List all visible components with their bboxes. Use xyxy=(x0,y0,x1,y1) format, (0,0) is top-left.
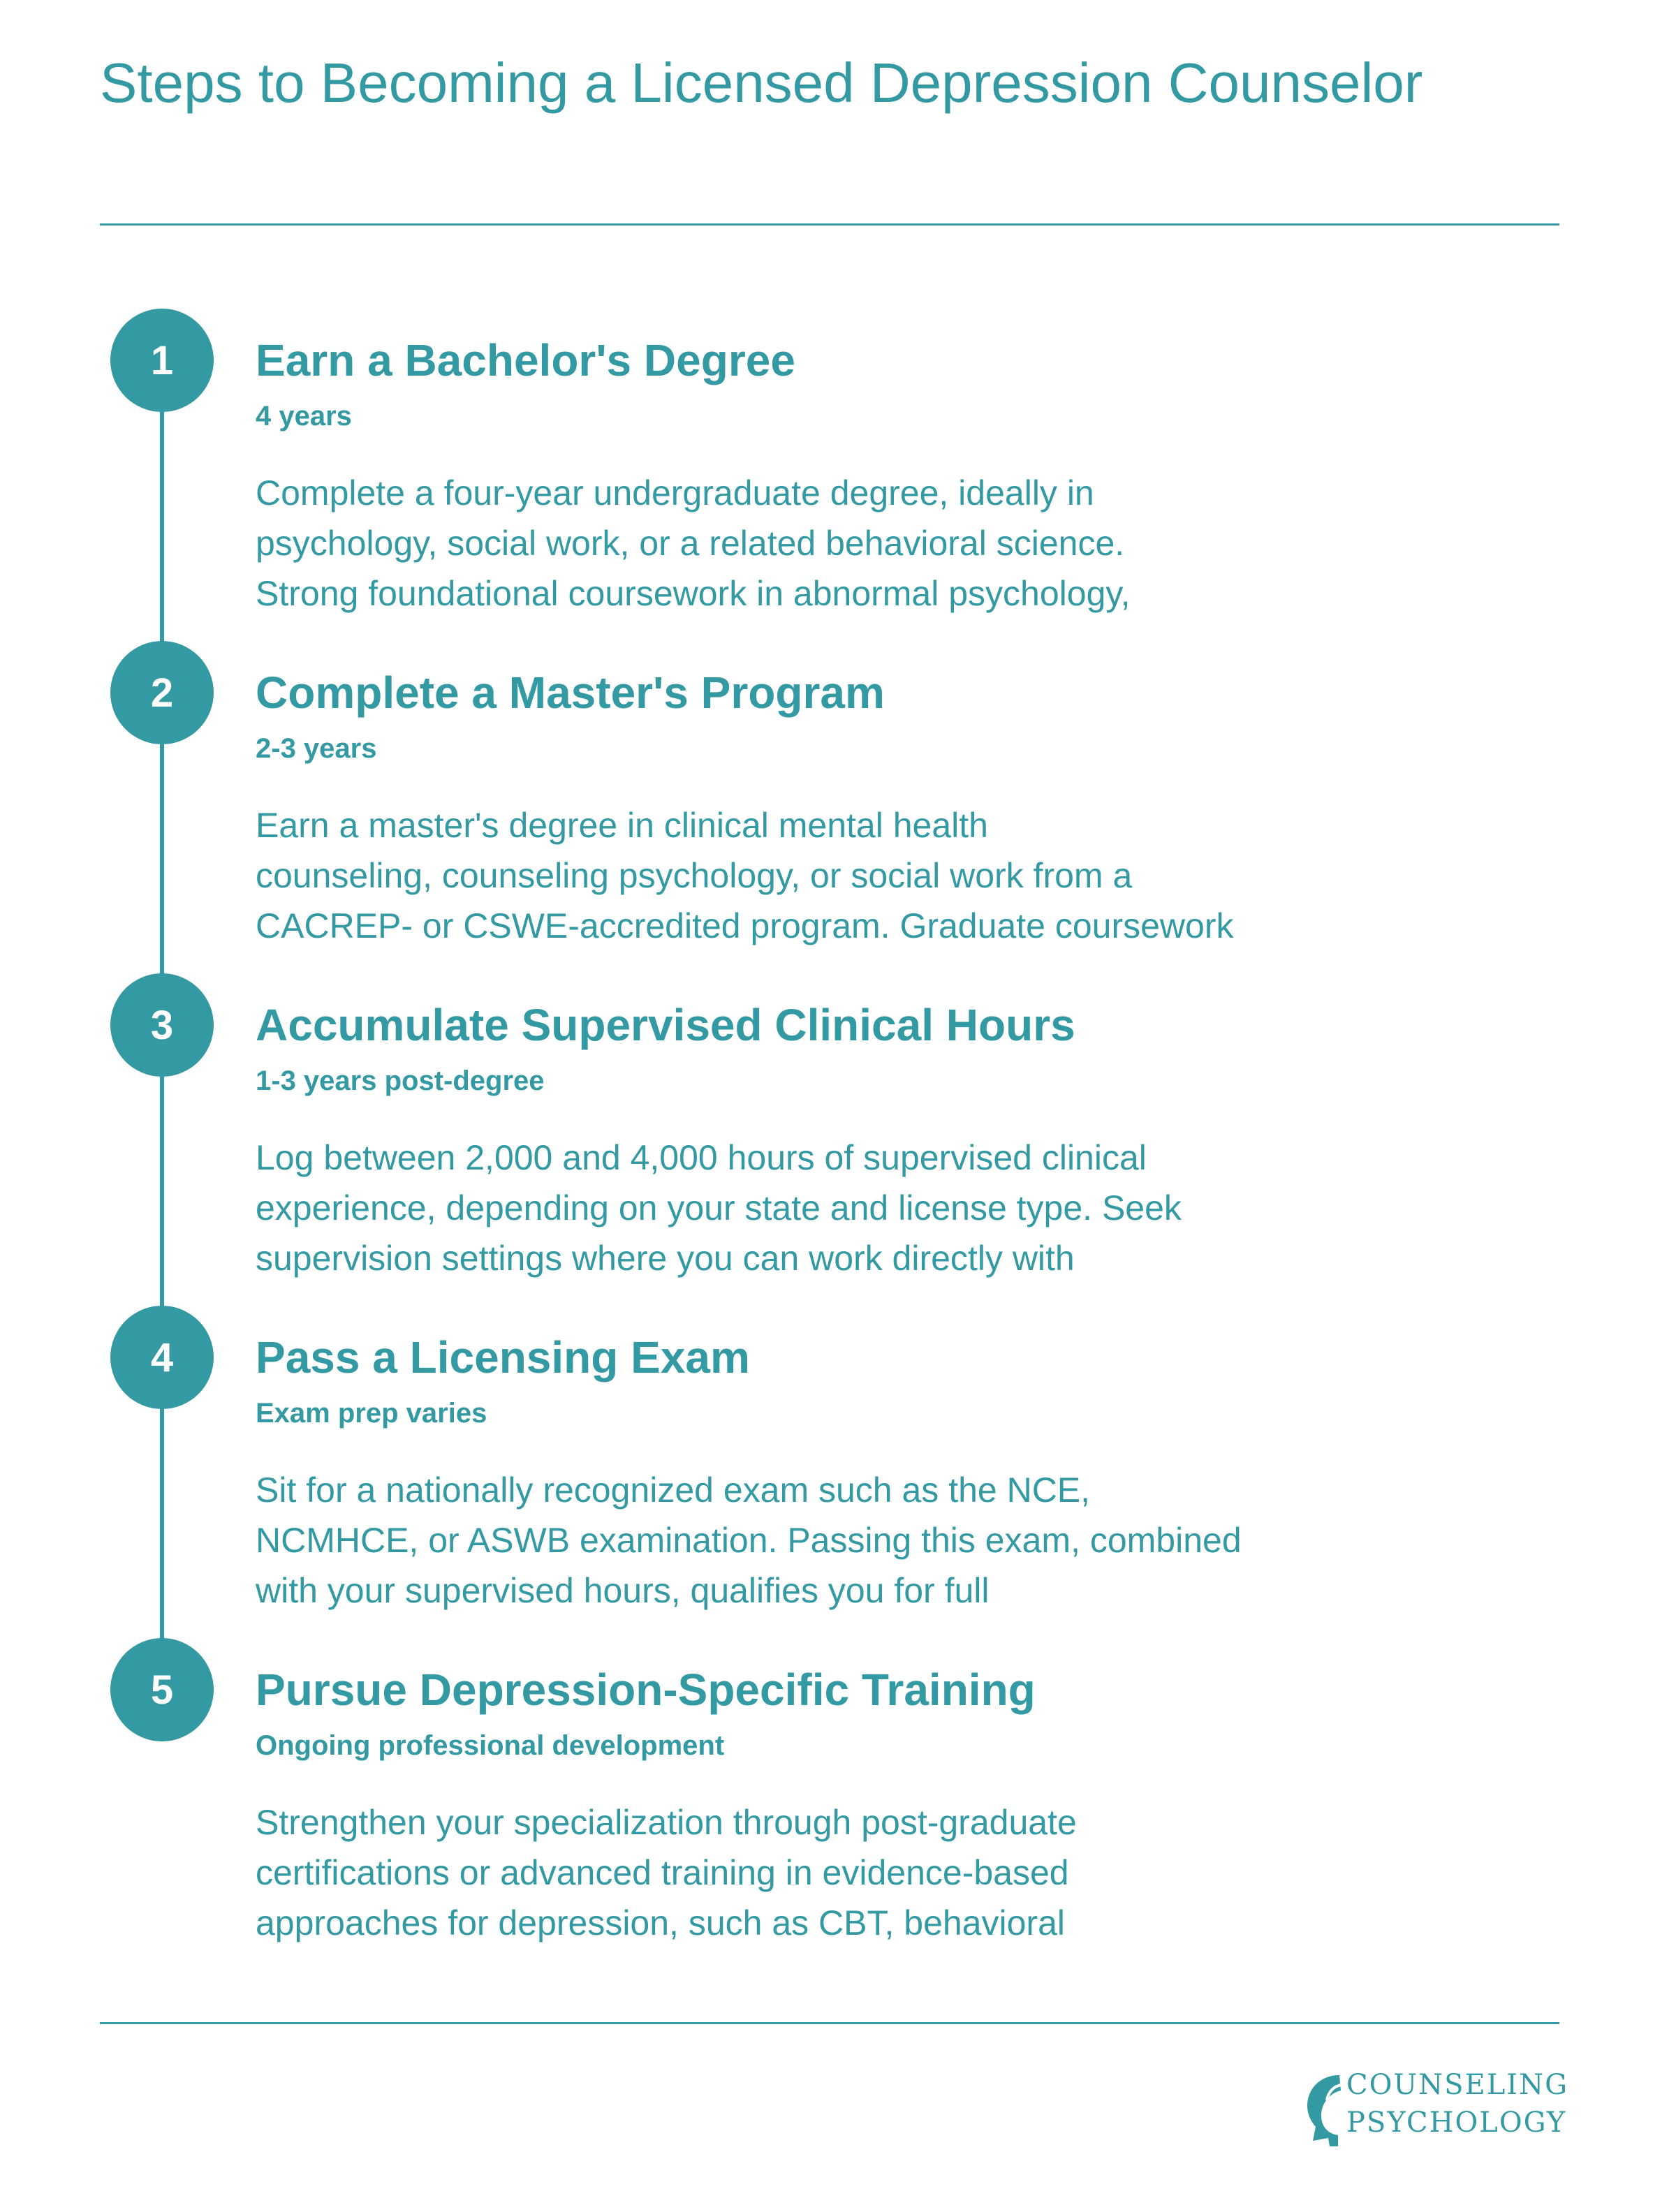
step-duration: 1-3 years post-degree xyxy=(256,1066,545,1096)
description-line: Earn a master's degree in clinical mental health xyxy=(256,806,988,845)
description-line: counseling, counseling psychology, or social work from a xyxy=(256,856,1133,895)
step-number-badge: 5 xyxy=(110,1638,214,1741)
description-line: Strong foundational coursework in abnormal psychology, xyxy=(256,574,1131,613)
step-description xyxy=(256,1797,1077,1948)
step-description xyxy=(256,1465,1242,1616)
header-divider xyxy=(100,223,1559,226)
step-duration: Exam prep varies xyxy=(256,1398,487,1429)
step-1 xyxy=(0,309,1676,623)
step-5 xyxy=(0,1638,1676,1952)
description-line: Sit for a nationally recognized exam such as the NCE, xyxy=(256,1470,1091,1510)
step-description xyxy=(256,1133,1182,1283)
description-line: approaches for depression, such as CBT, behavioral xyxy=(256,1903,1065,1942)
step-number-badge: 2 xyxy=(110,641,214,744)
step-number-badge: 1 xyxy=(110,309,214,412)
description-line: Log between 2,000 and 4,000 hours of supervised clinical xyxy=(256,1138,1147,1177)
step-title: Earn a Bachelor's Degree xyxy=(256,335,795,385)
footer-divider xyxy=(100,2022,1559,2024)
step-description xyxy=(256,468,1131,619)
step-3 xyxy=(0,973,1676,1288)
step-number-badge: 4 xyxy=(110,1306,214,1409)
step-title: Accumulate Supervised Clinical Hours xyxy=(256,1000,1075,1050)
step-duration: 4 years xyxy=(256,401,352,432)
step-2 xyxy=(0,641,1676,955)
description-line: Complete a four-year undergraduate degree, ideally in xyxy=(256,473,1094,513)
logo-text-line-2: PSYCHOLOGY xyxy=(1346,2107,1567,2139)
page-title: Steps to Becoming a Licensed Depression Counselor xyxy=(100,52,1423,114)
counseling-psychology-logo xyxy=(1298,2064,1569,2162)
description-line: NCMHCE, or ASWB examination. Passing this exam, combined xyxy=(256,1521,1242,1560)
description-line: psychology, social work, or a related behavioral science. xyxy=(256,524,1125,563)
description-line: supervision settings where you can work directly with xyxy=(256,1239,1075,1278)
step-duration: 2-3 years xyxy=(256,733,377,764)
step-title: Complete a Master's Program xyxy=(256,668,885,718)
step-description xyxy=(256,800,1233,951)
logo-text-line-1: COUNSELING xyxy=(1346,2069,1569,2101)
step-duration: Ongoing professional development xyxy=(256,1730,725,1761)
step-title: Pass a Licensing Exam xyxy=(256,1332,750,1382)
description-line: CACREP- or CSWE-accredited program. Graduate coursework xyxy=(256,906,1234,945)
step-4 xyxy=(0,1306,1676,1620)
description-line: with your supervised hours, qualifies you for full xyxy=(256,1571,990,1610)
description-line: experience, depending on your state and license type. Seek xyxy=(256,1188,1182,1227)
step-number-badge: 3 xyxy=(110,973,214,1077)
description-line: Strengthen your specialization through post-graduate xyxy=(256,1803,1077,1842)
step-title: Pursue Depression-Specific Training xyxy=(256,1665,1036,1715)
description-line: certifications or advanced training in evidence-based xyxy=(256,1853,1069,1892)
